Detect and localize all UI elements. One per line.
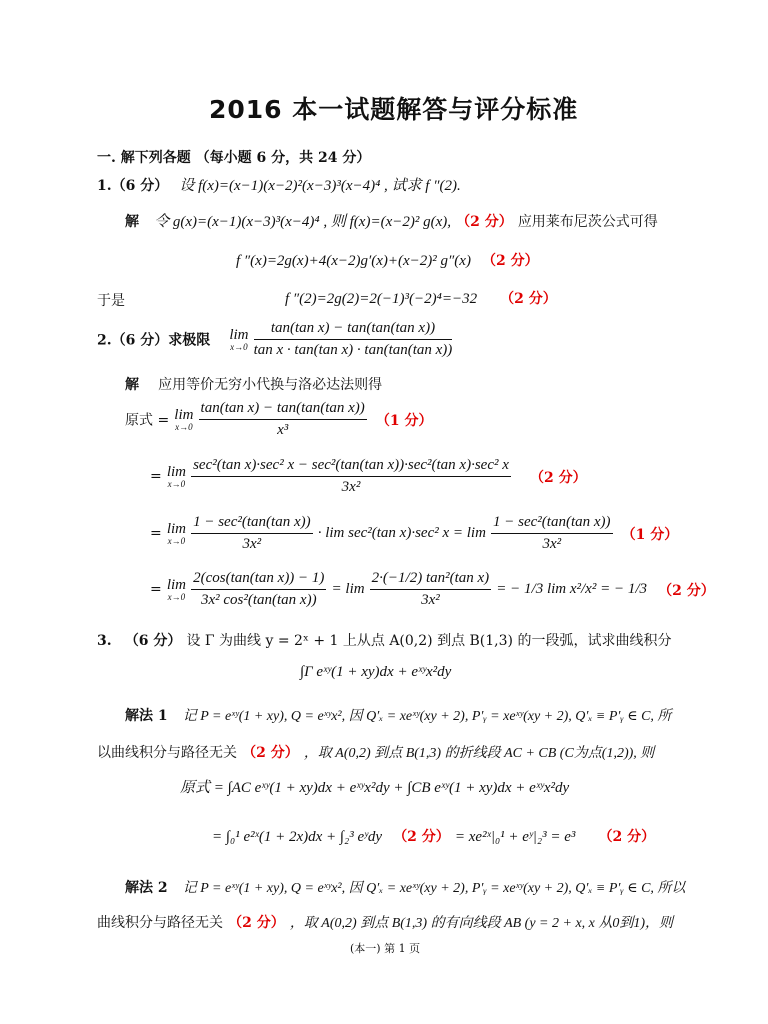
q2-label: 2.（6 分）求极限 (97, 332, 211, 349)
q2-step4-score: （2 分） (658, 582, 715, 599)
q2-step4 (150, 570, 715, 609)
q3-m1-eq2-score: （2 分） (393, 829, 450, 845)
q3-m1-line2 (97, 742, 654, 762)
q1-sol-label: 解 (125, 214, 139, 230)
q2-step1-den: x³ (277, 422, 289, 438)
q3-m1-eq1: 原式 = ∫AC eˣʸ(1 + xy)dx + eˣʸx²dy + ∫CB eˣʸ(1 + xy)dx + eˣʸx²dy (180, 780, 570, 796)
q1-statement: 设 f(x)=(x−1)(x−2)²(x−3)³(x−4)⁴ , 试求 f ″(2). (179, 178, 461, 194)
page-title: 2016 本一试题解答与评分标准 (209, 95, 579, 124)
q3-m2-line1 (125, 877, 685, 897)
q1-solution-line (125, 210, 658, 231)
q2-sol-label: 解 (125, 377, 139, 393)
q2-step3-num2: 1 − sec²(tan(tan x)) (491, 514, 613, 534)
q1-label: 1.（6 分） (97, 178, 169, 194)
page-footer: (本一) 第 1 页 (350, 942, 421, 955)
lim-sub: x→0 (167, 535, 186, 546)
q3-m1-eq2-line (212, 826, 655, 846)
q3-m2-line2-b: ，取 A(0,2) 到点 B(1,3) 的有向线段 AB (y = 2 + x, x 从0到1)，则 (289, 916, 674, 931)
q3-label: 3. (97, 633, 112, 649)
q2-step1-lim (174, 408, 193, 432)
q2-step4-mid: = lim (331, 581, 365, 597)
q3-label-score: （6 分） (124, 633, 182, 649)
q3-m2-text: 记 P = eˣʸ(1 + xy), Q = eˣʸx², 因 Q′ₓ = xeˣʸ(xy + 2), P′ᵧ = xeˣʸ(xy + 2), Q′ₓ ≡ P′ᵧ ∈ C, 所以 (182, 881, 686, 896)
q1-yushi: 于是 (97, 293, 125, 309)
q2-step3-lim (167, 522, 186, 546)
q2-step4-fraction2 (370, 570, 492, 609)
q2-step3-den2: 3x² (542, 536, 562, 552)
q2-step2-lim (167, 465, 186, 489)
q2-solution-line (125, 374, 382, 394)
q1-eq2-score: （2 分） (500, 291, 557, 307)
q3-m1-eq2-tail: = xe²ˣ|₀¹ + eʸ|₂³ = e³ (454, 829, 576, 845)
q2-fraction (254, 320, 453, 359)
q2-step4-eq: = (150, 581, 162, 598)
q2-step2-num: sec²(tan x)·sec² x − sec²(tan(tan x))·sec²(tan x)·sec² x (191, 457, 511, 477)
q2-step1-fraction (199, 400, 367, 439)
q3-statement-line (97, 630, 671, 650)
lim-text: lim (174, 406, 194, 423)
q3-m1-text: 记 P = eˣʸ(1 + xy), Q = eˣʸx², 因 Q′ₓ = xeˣʸ(xy + 2), P′ᵧ = xeˣʸ(xy + 2), Q′ₓ ≡ P′ᵧ ∈ C, 所 (182, 709, 672, 724)
q2-step4-den2: 3x² (421, 592, 440, 608)
lim-sub: x→0 (167, 591, 186, 602)
q3-m1-line2-a: 以曲线积分与路径无关 (97, 745, 237, 761)
q2-step4-num: 2(cos(tan(tan x)) − 1) (191, 570, 326, 590)
q2-statement-line (97, 320, 452, 359)
q1-eq1-score: （2 分） (482, 253, 539, 269)
q2-step3-score: （1 分） (621, 526, 679, 543)
lim-sub: x→0 (167, 478, 186, 489)
q2-step4-num2: 2·(−1/2) tan²(tan x) (370, 570, 492, 590)
q3-m1-line1 (125, 705, 671, 725)
q3-m1-line2-score: （2 分） (242, 745, 299, 761)
lim-text: lim (166, 520, 186, 537)
q3-m1-line2-b: ，取 A(0,2) 到点 B(1,3) 的折线段 AC + CB (C为点(1,2)), 则 (303, 746, 655, 761)
q3-statement: 设 Γ 为曲线 y = 2ˣ + 1 上从点 A(0,2) 到点 B(1,3) 的一段弧，试求曲线积分 (186, 633, 672, 649)
q3-m2-label: 解法 2 (125, 880, 168, 896)
q2-step4-fraction (191, 570, 326, 609)
lim-sub: x→0 (230, 341, 248, 352)
q2-sol-text: 应用等价无穷小代换与洛必达法则得 (158, 377, 383, 393)
q3-m1-label: 解法 1 (125, 708, 168, 724)
q2-step2-fraction (191, 457, 511, 496)
q3-m1-eq2: = ∫₀¹ e²ˣ(1 + 2x)dx + ∫₂³ eʸdy (212, 829, 383, 845)
q2-step3-num: 1 − sec²(tan(tan x)) (191, 514, 313, 534)
q2-step1-prefix: 原式 = (125, 412, 170, 429)
q2-step1-score: （1 分） (375, 412, 433, 429)
lim-text: lim (229, 326, 249, 343)
q3-m2-line2 (97, 912, 673, 932)
q1-eq2: f ″(2)=2g(2)=2(−1)³(−2)⁴=−32 (285, 291, 478, 307)
q2-step3-den: 3x² (242, 536, 262, 552)
lim-text: lim (166, 576, 186, 593)
q2-step3-mid: · lim sec²(tan x)·sec² x = lim (317, 525, 486, 541)
q3-m1-eq2-score2: （2 分） (598, 829, 656, 845)
q3-m2-line2-score: （2 分） (228, 915, 285, 931)
lim-text: lim (166, 463, 186, 480)
q2-step3-eq: = (150, 525, 162, 542)
q2-step2-eq: = (150, 468, 162, 485)
q2-step4-lim (167, 578, 186, 602)
q2-step1 (125, 400, 433, 439)
q1-statement-line (97, 174, 461, 195)
q1-sol-score: （2 分） (456, 214, 513, 230)
q2-step4-den: 3x² cos²(tan(tan x)) (200, 592, 317, 608)
q3-integral: ∫Γ eˣʸ(1 + xy)dx + eˣʸx²dy (300, 664, 452, 680)
q2-step2 (150, 457, 587, 496)
section-heading: 一. 解下列各题 （每小题 6 分，共 24 分） (97, 150, 371, 166)
lim-sub: x→0 (175, 421, 193, 432)
q2-lim (229, 328, 248, 352)
q1-eq1: f ″(x)=2g(x)+4(x−2)g′(x)+(x−2)² g″(x) (236, 253, 471, 269)
q2-denominator: tan x · tan(tan x) · tan(tan(tan x)) (253, 342, 453, 358)
q1-eq2-line (285, 288, 557, 308)
q2-numerator: tan(tan x) − tan(tan(tan x)) (254, 320, 453, 340)
q3-m2-line2-a: 曲线积分与路径无关 (97, 915, 223, 931)
q2-step4-tail: = − 1/3 lim x²/x² = − 1/3 (496, 581, 647, 597)
q2-step1-num: tan(tan x) − tan(tan(tan x)) (199, 400, 367, 420)
q2-step2-den: 3x² (341, 479, 361, 495)
q1-sol-text: 令 g(x)=(x−1)(x−3)³(x−4)⁴ , 则 f(x)=(x−2)² g(x), (154, 214, 451, 230)
q2-step2-score: （2 分） (529, 469, 587, 486)
q1-sol-tail: 应用莱布尼茨公式可得 (517, 214, 658, 230)
q2-step3-fraction2 (491, 514, 613, 553)
q2-step3-fraction (191, 514, 313, 553)
q1-eq1-line (236, 250, 539, 270)
q2-step3 (150, 514, 678, 553)
